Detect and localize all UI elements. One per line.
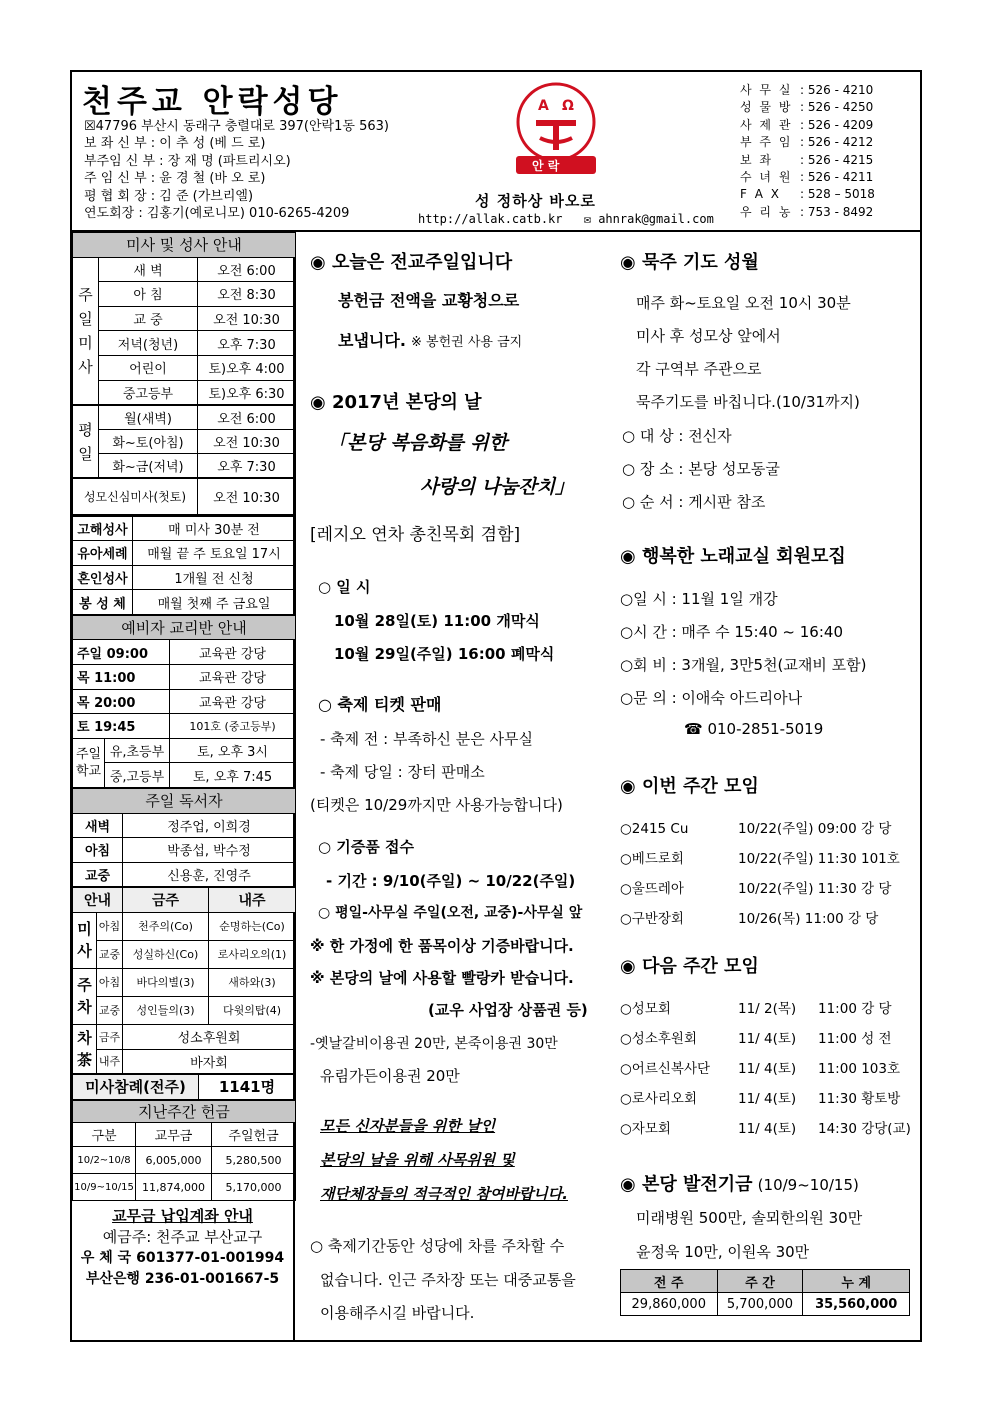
offering-table (72, 1100, 296, 1202)
offering-sunday: 5,170,000 (212, 1174, 296, 1201)
header (72, 72, 920, 232)
readers-table (72, 788, 296, 887)
offering-head: 교무금 (136, 1122, 212, 1147)
appeal-line: 모든 신자분들을 위한 날인 (320, 1117, 496, 1135)
this-week-list (620, 814, 920, 934)
mass-name: 화~토(아침) (99, 429, 198, 454)
meeting-time: 10/22(주일) 11:30 강 당 (738, 881, 892, 897)
slogan-line: 사랑의 나눔잔치」 (420, 476, 575, 498)
guide-slot: 아침 (97, 912, 123, 940)
meeting-date: 11/ 4(토) (738, 1091, 797, 1107)
phone-label: F A X (740, 187, 781, 202)
guide-this-week: 천주의(Co) (123, 912, 209, 940)
catechism-table (72, 615, 296, 788)
class-place: 교육관 강당 (170, 640, 296, 665)
rosary-place: ○ 장 소 : 본당 성모동굴 (622, 460, 780, 478)
parking-line: 이용해주시길 바랍니다. (320, 1304, 475, 1322)
meeting-time: 11:00 강 당 (818, 1001, 892, 1017)
mass-name: 어린이 (99, 355, 198, 380)
account-title: 교무금 납입계좌 안내 (112, 1207, 253, 1226)
donation-period: - 기간 : 9/10(주일) ~ 10/22(주일) (326, 872, 576, 890)
guide-slot: 아침 (97, 968, 123, 996)
email-link[interactable]: ahnrak@gmail.com (598, 212, 714, 226)
reader-slot: 새벽 (73, 813, 123, 838)
reader-names: 신용훈, 진영주 (123, 862, 296, 887)
offering-head: 주일헌금 (212, 1122, 296, 1147)
mass-table (72, 232, 296, 515)
meeting-name: ○베드로회 (620, 851, 684, 867)
singing-class-heading: ◉ 행복한 노래교실 회원모집 (620, 546, 846, 567)
attendance-label: 미사참례(전주) (73, 1075, 199, 1100)
logo-alpha: A (538, 98, 549, 114)
guide-parking-label: 주차 (73, 968, 97, 1024)
phone-label: 보 좌 (740, 152, 773, 167)
sacrament-table (72, 515, 296, 615)
phone-row (740, 117, 875, 134)
phone-number: : 526 - 4250 (800, 100, 874, 115)
fund-head: 누 계 (803, 1270, 910, 1293)
donation-heading: ○ 기증품 접수 (318, 838, 414, 856)
guide-this-week: 성인들의(3) (123, 996, 209, 1024)
guide-head: 안내 (73, 888, 123, 913)
mission-text: 봉헌금 전액을 교황청으로 (338, 291, 520, 310)
rosary-line: 각 구역부 주관으로 (636, 360, 762, 378)
meeting-name: ○로사리오회 (620, 1091, 697, 1107)
guide-next-week: 순명하는(Co) (209, 912, 296, 940)
meeting-name: ○성소후원회 (620, 1031, 697, 1047)
phone-row (740, 186, 875, 203)
mass-time: 오전 10:30 (198, 429, 296, 454)
phone-number: : 526 - 4212 (800, 135, 874, 150)
meeting-name: ○구반장회 (620, 911, 684, 927)
sacrament-name: 혼인성사 (73, 565, 133, 590)
contact-line (418, 212, 714, 226)
memorial-line: 연도회장 : 김홍기(예로니모) 010-6265-4209 (84, 206, 350, 222)
mass-name: 화~금(저녁) (99, 454, 198, 479)
meeting-time: 14:30 강당(교) (818, 1121, 911, 1137)
account-holder: 예금주: 천주교 부산교구 (102, 1228, 263, 1247)
ticket-heading: ○ 축제 티켓 판매 (318, 695, 442, 714)
left-sidebar (72, 232, 295, 1342)
meeting-date: 11/ 4(토) (738, 1031, 797, 1047)
parish-day-heading: ◉ 2017년 본당의 날 (310, 392, 482, 413)
appeal-line: 재단체장들의 적극적인 참여바랍니다. (320, 1185, 568, 1203)
guide-slot: 교중 (97, 940, 123, 968)
school-time: 토, 오후 3시 (170, 738, 296, 763)
phone-row (740, 134, 875, 151)
meeting-time: 10/22(주일) 09:00 강 당 (738, 821, 892, 837)
rosary-line: 매주 화~토요일 오전 10시 30분 (636, 294, 851, 312)
mass-time: 오전 8:30 (198, 282, 296, 307)
catechism-title: 예비자 교리반 안내 (73, 615, 296, 640)
school-time: 토, 오후 7:45 (170, 763, 296, 788)
parking-line: 없습니다. 인근 주차장 또는 대중교통을 (320, 1271, 576, 1289)
singing-line: ○일 시 : 11월 1일 개강 (620, 590, 778, 608)
fund-head: 주 간 (717, 1270, 803, 1293)
guide-this-week: 성실하신(Co) (123, 940, 209, 968)
reader-slot: 아침 (73, 838, 123, 863)
rosary-line: 미사 후 성모상 앞에서 (636, 327, 781, 345)
singing-phone: ☎ 010-2851-5019 (684, 720, 824, 738)
offering-dues: 11,874,000 (136, 1174, 212, 1201)
class-time: 목 20:00 (73, 689, 170, 714)
post-account: 우 체 국 601377-01-001994 (80, 1250, 285, 1267)
phone-label: 우 리 농 (740, 204, 793, 219)
meeting-time: 11:30 황토방 (818, 1091, 901, 1107)
meeting-name: ○2415 Cu (620, 821, 689, 837)
rosary-target: ○ 대 상 : 전신자 (622, 427, 732, 445)
phone-number: : 526 - 4210 (800, 83, 874, 97)
meeting-name: ○성모회 (620, 1001, 671, 1017)
class-time: 주일 09:00 (73, 640, 170, 665)
offering-head: 구분 (73, 1122, 136, 1147)
meeting-date: 11/ 2(목) (738, 1001, 797, 1017)
singing-line: ○시 간 : 매주 수 15:40 ~ 16:40 (620, 623, 843, 641)
pastor-line: 주 임 신 부 : 윤 경 철 (바 오 로) (84, 171, 266, 187)
fund-donors: 윤정욱 10만, 이원옥 30만 (636, 1243, 810, 1261)
guide-slot: 교중 (97, 996, 123, 1024)
closing-date: 10월 29일(주일) 16:00 폐막식 (334, 645, 555, 663)
guide-mass-label: 미사 (73, 912, 97, 968)
meeting-row (620, 1054, 920, 1084)
offering-title: 지난주간 헌금 (73, 1100, 296, 1122)
rosary-order: ○ 순 서 : 게시판 참조 (622, 493, 766, 511)
date-heading: ○ 일 시 (318, 578, 371, 596)
patron-saint: 성 정하상 바오로 (475, 192, 596, 210)
guide-table (72, 887, 296, 1074)
mass-time: 오전 6:00 (198, 257, 296, 282)
phone-label: 부 주 임 (740, 135, 793, 150)
mass-time: 토)오후 6:30 (198, 380, 296, 405)
meeting-name: ○울뜨레아 (620, 881, 684, 897)
offering-period: 10/9~10/15 (73, 1174, 136, 1201)
phone-row (740, 82, 875, 99)
mass-time: 오전 6:00 (198, 405, 296, 430)
offering-dues: 6,005,000 (136, 1147, 212, 1174)
reader-slot: 교중 (73, 862, 123, 887)
meeting-row (620, 994, 920, 1024)
guide-next-week: 로사리오의(1) (209, 940, 296, 968)
gift-line: 유림가든이용권 20만 (320, 1067, 460, 1085)
fund-head: 전 주 (621, 1270, 718, 1293)
phone-row (740, 152, 875, 169)
mission-send: 보냅니다. (338, 331, 406, 350)
mass-name: 아 침 (99, 282, 198, 307)
fund-heading-text: ◉ 본당 발전기금 (620, 1174, 753, 1195)
donation-place: ○ 평일-사무실 주일(오전, 교중)-사무실 앞 (318, 905, 583, 921)
assistant-priest-line: 보 좌 신 부 : 이 추 성 (베 드 로) (84, 136, 266, 152)
meeting-time: 10/26(목) 11:00 강 당 (738, 911, 879, 927)
ticket-line: - 축제 당일 : 장터 판매소 (320, 763, 485, 781)
slogan-line: 「본당 복음화를 위한 (328, 432, 508, 454)
singing-contact: ○문 의 : 이애숙 아드리아나 (620, 689, 803, 707)
sacrament-name: 봉 성 체 (73, 590, 133, 615)
meeting-row (620, 904, 920, 934)
phone-number: : 528 – 5018 (800, 187, 875, 202)
guide-this-week: 바다의별(3) (123, 968, 209, 996)
sacrament-info: 매 미사 30분 전 (133, 516, 296, 541)
meeting-row (620, 1024, 920, 1054)
phone-list (740, 82, 875, 221)
header-info (84, 118, 389, 222)
heart-mass-time: 오전 10:30 (198, 478, 296, 514)
palanca-note: ※ 본당의 날에 사용할 빨랑카 받습니다. (310, 969, 574, 987)
guide-tea-label: 차茶 (73, 1024, 97, 1073)
ticket-validity: (티켓은 10/29까지만 사용가능합니다) (310, 796, 563, 814)
gift-line: -옛날갈비이용권 20만, 본죽이용권 30만 (310, 1036, 558, 1052)
guide-tea-group: 성소후원회 (123, 1024, 296, 1049)
fund-total: 35,560,000 (803, 1293, 910, 1316)
phone-label: 사 무 실 (740, 83, 793, 97)
class-time: 목 11:00 (73, 665, 170, 690)
legio-note: [레지오 연차 총친목회 겸함] (310, 525, 521, 545)
account-info (72, 1201, 293, 1290)
mass-time: 오후 7:30 (198, 454, 296, 479)
phone-number: : 526 - 4211 (800, 170, 874, 185)
meeting-row (620, 874, 920, 904)
parking-line: ○ 축제기간동안 성당에 차를 주차할 수 (310, 1237, 565, 1255)
sacrament-name: 유아세례 (73, 541, 133, 566)
phone-number: : 753 - 8492 (800, 204, 874, 219)
mail-icon: ✉ (583, 212, 591, 226)
bulletin-frame (70, 70, 922, 1342)
guide-head: 내주 (209, 888, 296, 913)
meeting-name: ○자모회 (620, 1121, 671, 1137)
associate-priest-line: 부주임 신 부 : 장 재 명 (파트리시오) (84, 153, 291, 169)
school-group: 중,고등부 (105, 763, 170, 788)
meeting-time: 10/22(주일) 11:30 101호 (738, 851, 900, 867)
guide-next-week: 다윗의탑(4) (209, 996, 296, 1024)
parish-logo (510, 80, 602, 184)
phone-row (740, 204, 875, 221)
mass-time: 오후 7:30 (198, 331, 296, 356)
rosary-heading: ◉ 묵주 기도 성월 (620, 252, 759, 273)
mission-text (338, 328, 522, 351)
ticket-line: - 축제 전 : 부족하신 분은 사무실 (320, 730, 533, 748)
next-week-list (620, 994, 920, 1144)
palanca-detail: (교우 사업장 상품권 등) (428, 1001, 588, 1019)
rosary-line: 묵주기도를 바칩니다.(10/31까지) (636, 393, 860, 411)
attendance-table (72, 1074, 296, 1100)
guide-slot: 내주 (97, 1049, 123, 1074)
school-group: 유,초등부 (105, 738, 170, 763)
phone-label: 성 물 방 (740, 100, 793, 115)
weekday-label: 평일 (73, 405, 99, 479)
opening-date: 10월 28일(토) 11:00 개막식 (334, 612, 540, 630)
mission-note: ※ 봉헌권 사용 금지 (411, 335, 523, 350)
mass-name: 중고등부 (99, 380, 198, 405)
phone-number: : 526 - 4209 (800, 117, 874, 132)
guide-head: 금주 (123, 888, 209, 913)
sacrament-info: 1개월 전 신청 (133, 565, 296, 590)
next-week-heading: ◉ 다음 주간 모임 (620, 956, 759, 977)
mass-time: 오전 10:30 (198, 306, 296, 331)
sacrament-info: 매월 끝 주 토요일 17시 (133, 541, 296, 566)
guide-next-week: 새하와(3) (209, 968, 296, 996)
attendance-count: 1141명 (199, 1075, 296, 1100)
website-link[interactable]: http://allak.catb.kr (418, 212, 563, 226)
meeting-time: 11:00 성 전 (818, 1031, 892, 1047)
sacrament-info: 매월 첫째 주 금요일 (133, 590, 296, 615)
fund-heading (620, 1170, 859, 1196)
fund-this-week: 5,700,000 (717, 1293, 803, 1316)
mass-name: 저녁(청년) (99, 331, 198, 356)
meeting-row (620, 1084, 920, 1114)
logo-text: 안 락 (532, 159, 560, 173)
phone-row (740, 169, 875, 186)
reader-names: 정주업, 이희경 (123, 813, 296, 838)
phone-label: 사 제 관 (740, 117, 793, 132)
singing-line: ○회 비 : 3개월, 3만5천(교재비 포함) (620, 656, 867, 674)
meeting-name: ○어르신복사단 (620, 1061, 711, 1077)
address-line: ☒47796 부산시 동래구 충렬대로 397(안락1동 563) (84, 119, 389, 134)
appeal-line: 본당의 날을 위해 사목위원 및 (320, 1151, 515, 1169)
meeting-row (620, 1114, 920, 1144)
fund-table (620, 1269, 910, 1316)
meeting-time: 11:00 103호 (818, 1061, 901, 1077)
council-line: 평 협 회 장 : 김 준 (가브리엘) (84, 188, 254, 204)
phone-number: : 526 - 4215 (800, 152, 874, 167)
class-place: 101호 (중고등부) (170, 714, 296, 739)
readers-title: 주일 독서자 (73, 788, 296, 813)
fund-period: (10/9~10/15) (757, 1176, 859, 1194)
bank-account: 부산은행 236-01-001667-5 (85, 1271, 280, 1288)
offering-sunday: 5,280,500 (212, 1147, 296, 1174)
meeting-row (620, 844, 920, 874)
sunday-label: 주일미사 (73, 257, 99, 405)
meeting-date: 11/ 4(토) (738, 1121, 797, 1137)
fund-donors: 미래병원 500만, 솔뫼한의원 30만 (636, 1209, 863, 1227)
this-week-heading: ◉ 이번 주간 모임 (620, 776, 759, 797)
mass-title: 미사 및 성사 안내 (73, 233, 296, 258)
parish-title: 천주교 안락성당 (82, 84, 343, 120)
logo-omega: Ω (562, 98, 574, 114)
mass-time: 토)오후 4:00 (198, 355, 296, 380)
mass-name: 월(새벽) (99, 405, 198, 430)
heart-mass-name: 성모신심미사(첫토) (73, 478, 198, 514)
guide-tea-group: 바자회 (123, 1049, 296, 1074)
phone-row (740, 99, 875, 116)
mass-name: 교 중 (99, 306, 198, 331)
class-place: 교육관 강당 (170, 689, 296, 714)
fund-prev-week: 29,860,000 (621, 1293, 718, 1316)
meeting-date: 11/ 4(토) (738, 1061, 797, 1077)
mission-sunday-heading: ◉ 오늘은 전교주일입니다 (310, 252, 513, 273)
meeting-row (620, 814, 920, 844)
reader-names: 박종섭, 박수정 (123, 838, 296, 863)
mass-name: 새 벽 (99, 257, 198, 282)
class-place: 교육관 강당 (170, 665, 296, 690)
sunday-school-label: 주일학교 (73, 738, 105, 787)
guide-slot: 금주 (97, 1024, 123, 1049)
phone-label: 수 녀 원 (740, 170, 793, 185)
class-time: 토 19:45 (73, 714, 170, 739)
donation-note: ※ 한 가정에 한 품목이상 기증바랍니다. (310, 937, 574, 955)
offering-period: 10/2~10/8 (73, 1147, 136, 1174)
sacrament-name: 고해성사 (73, 516, 133, 541)
